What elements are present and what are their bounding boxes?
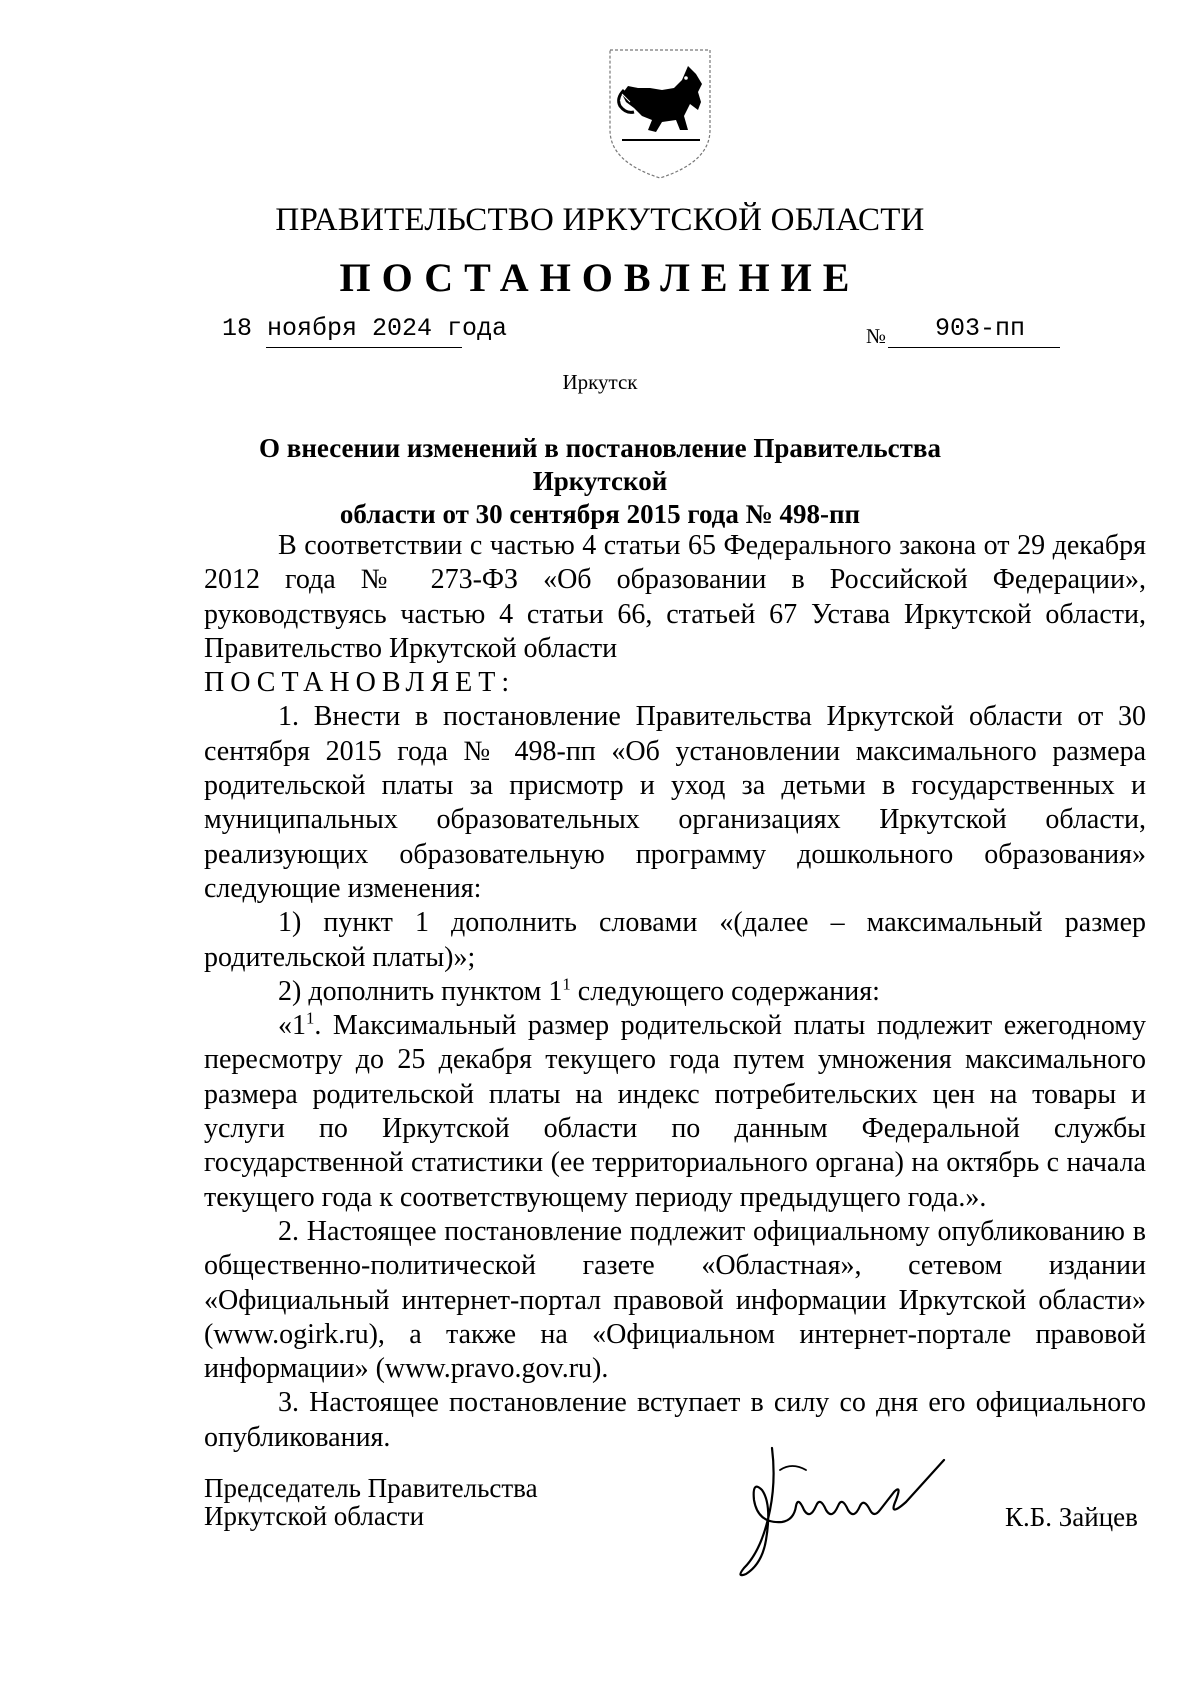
item-3-paragraph: 3. Настоящее постановление вступает в силу со дня его официального опубликования. [204,1387,1146,1453]
quote-text: . Максимальный размер родительской платы подлежит ежегодному пересмотру до 25 декабря текущего года путем умножения максимального размера родительской платы на индекс потребительских цен на товары и услуги по Иркутской области по данным Федеральной службы государственной статистики (ее территориального органа) на октябрь с начала текущего года к соответствующему периоду предыдущего года.». [204,1010,1146,1213]
handwritten-signature [732,1440,958,1590]
document-date: 18 ноября 2024 года [222,314,508,343]
signer-position [204,1474,538,1530]
quote-superscript: 1 [306,1008,315,1028]
date-underline [266,347,462,348]
document-type: ПОСТАНОВЛЕНИЕ [339,255,861,300]
title-line-1: О внесении изменений в постановление Правительства Иркутской [259,433,941,496]
issue-city: Иркутск [562,370,638,394]
subitem-2-suffix: следующего содержания: [570,975,880,1007]
signer-position-line-1: Председатель Правительства [204,1473,538,1503]
signer-name: К.Б. Зайцев [1005,1502,1138,1532]
document-title [200,432,1000,531]
subitem-2-prefix: 2) дополнить пунктом 1 [278,975,563,1007]
subitem-2-superscript: 1 [562,974,571,994]
subitem-1-paragraph: 1) пункт 1 дополнить словами «(далее – максимальный размер родительской платы)»; [204,907,1146,973]
number-underline [888,347,1060,348]
organization-name: ПРАВИТЕЛЬСТВО ИРКУТСКОЙ ОБЛАСТИ [275,202,925,238]
subitem-2-paragraph [204,975,1146,1009]
quoted-item-paragraph [204,1009,1146,1215]
title-line-2: области от 30 сентября 2015 года № 498-пп [339,499,861,529]
decree-word: ПОСТАНОВЛЯЕТ: [204,667,516,699]
coat-of-arms-emblem [604,44,716,184]
document-body [204,529,1146,1455]
document-number: 903-пп [935,314,1026,343]
number-sign: № [866,324,887,348]
item-2-paragraph: 2. Настоящее постановление подлежит официальному опубликованию в общественно-политической газете «Областная», сетевом издании «Официальный интернет-портал правовой информации Иркутской области» (www.ogirk.ru), а также на «Официальном интернет-портале правовой информации» (www.pravo.gov.ru). [204,1215,1146,1385]
quote-prefix: «1 [278,1010,306,1042]
signer-position-line-2: Иркутской области [204,1501,425,1531]
item-1-paragraph: 1. Внести в постановление Правительства Иркутской области от 30 сентября 2015 года № 498-пп «Об установлении максимального размера родительской платы за присмотр и уход за детьми в государственных и муниципальных образовательных организациях Иркутской области, реализующих образовательную программу дошкольного образования» следующие изменения: [204,701,1146,904]
preamble-paragraph: В соответствии с частью 4 статьи 65 Федерального закона от 29 декабря 2012 года № 273-ФЗ «Об образовании в Российской Федерации», руководствуясь частью 4 статьи 66, статьей 67 Устава Иркутской области, Правительство Иркутской области [204,530,1146,664]
